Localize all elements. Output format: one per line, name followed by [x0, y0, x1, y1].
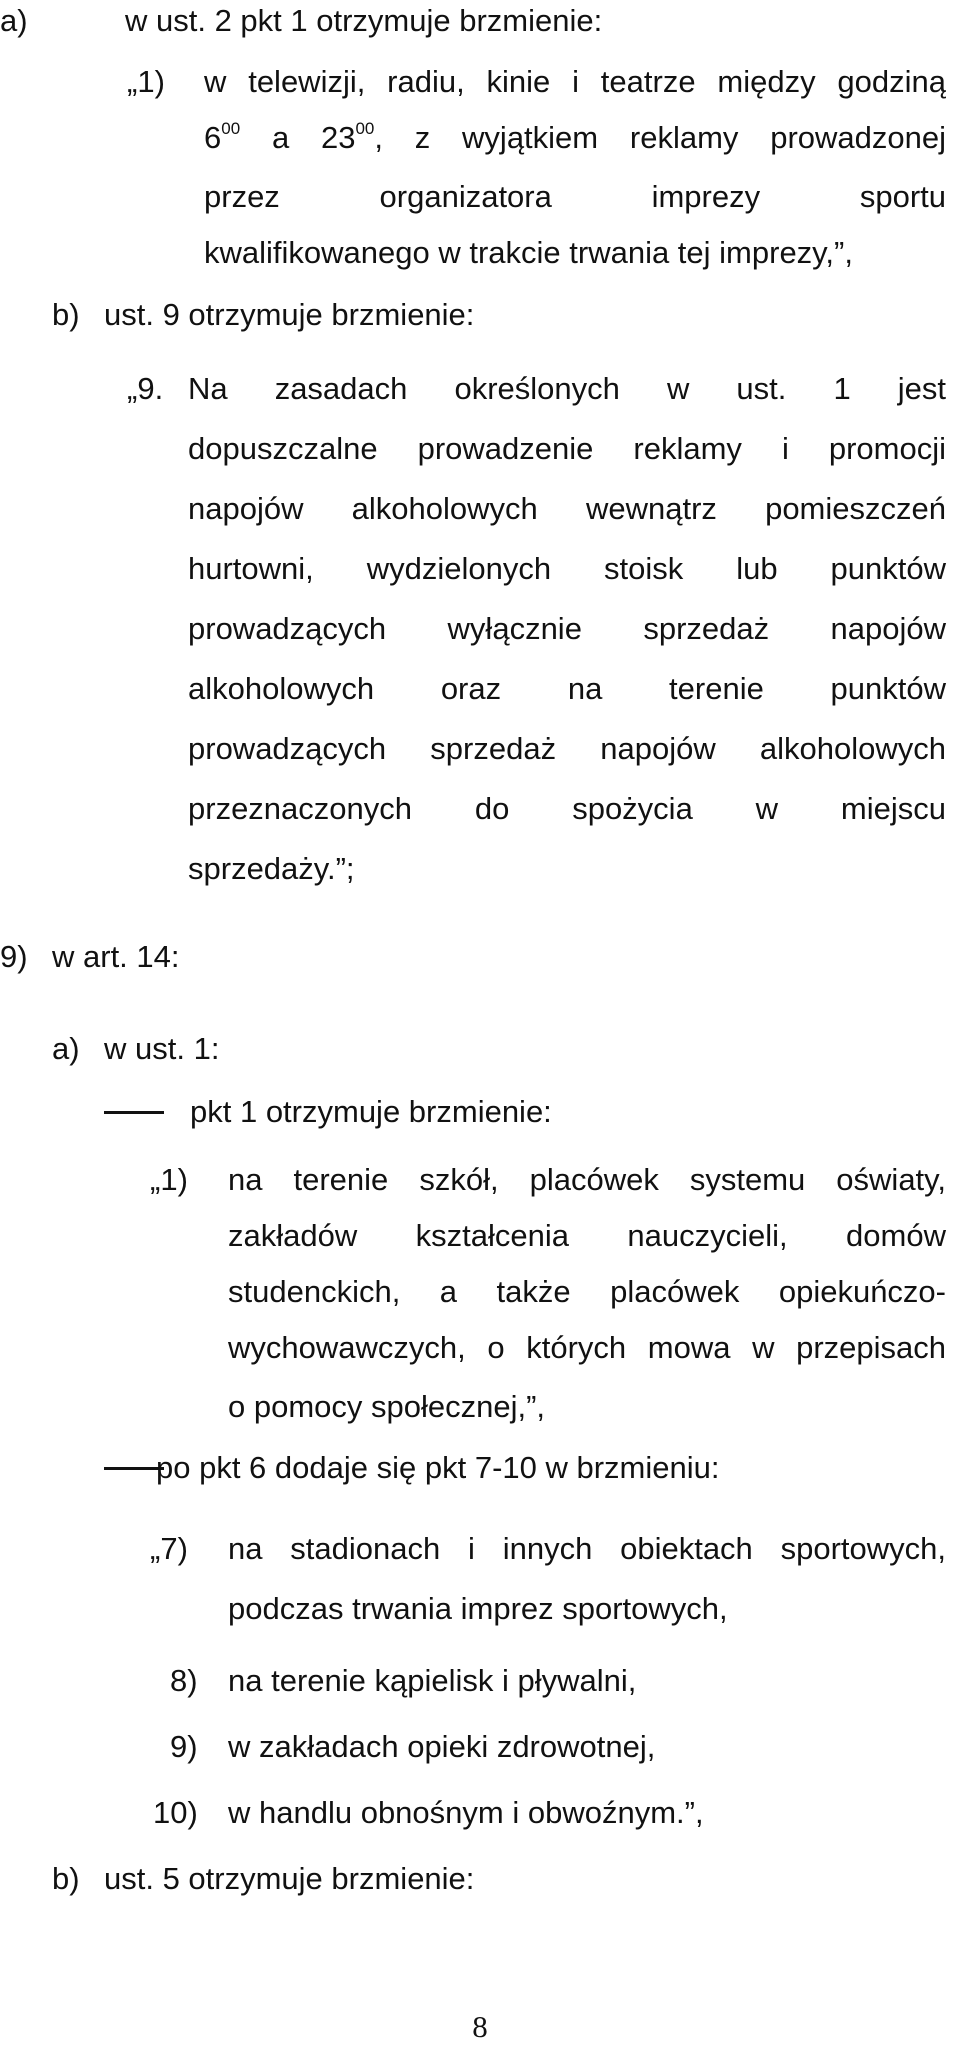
tiret-1-point-line-5: o pomocy społecznej,”,	[228, 1389, 546, 1424]
hour-end: a 23	[240, 120, 356, 155]
tiret-dash-1	[104, 1111, 164, 1114]
page-number: 8	[472, 2009, 488, 2044]
amend-b-para-line-7: prowadzących sprzedaż napojów alkoholowych	[188, 731, 946, 766]
amend-b-para-line-8: przeznaczonych do spożycia w miejscu	[188, 791, 946, 826]
item-9-text: w art. 14:	[52, 939, 180, 974]
item-9a-text: w ust. 1:	[104, 1031, 220, 1066]
hour-start-minutes: 00	[221, 119, 241, 138]
new-point-7-line-1: na stadionach i innych obiektach sportowych,	[228, 1531, 946, 1566]
new-point-7-line-2: podczas trwania imprez sportowych,	[228, 1591, 728, 1626]
new-point-10-text: w handlu obnośnym i obwoźnym.”,	[228, 1795, 704, 1830]
exception-text: , z wyjątkiem reklamy prowadzonej	[374, 120, 946, 155]
amend-a-intro: w ust. 2 pkt 1 otrzymuje brzmienie:	[125, 3, 603, 38]
item-9b-marker: b)	[52, 1861, 80, 1896]
new-point-7-marker: „7)	[150, 1531, 188, 1566]
amend-b-para-line-9: sprzedaży.”;	[188, 851, 355, 886]
new-point-10-marker: 10)	[153, 1795, 198, 1830]
amend-a-point-line-4: kwalifikowanego w trakcie trwania tej imprezy,”,	[204, 235, 853, 270]
amend-b-intro: ust. 9 otrzymuje brzmienie:	[104, 297, 475, 332]
tiret-1-point-line-3: studenckich, a także placówek opiekuńczo-	[228, 1274, 946, 1309]
tiret-1-point-line-1: na terenie szkół, placówek systemu oświaty,	[228, 1162, 946, 1197]
tiret-1-point-line-2: zakładów kształcenia nauczycieli, domów	[228, 1218, 946, 1253]
amend-b-para-marker: „9.	[127, 371, 164, 406]
hour-end-minutes: 00	[355, 119, 375, 138]
hour-start: 6	[204, 120, 222, 155]
new-point-8-text: na terenie kąpielisk i pływalni,	[228, 1663, 637, 1698]
new-point-8-marker: 8)	[170, 1663, 198, 1698]
amend-b-marker: b)	[52, 297, 80, 332]
amend-b-para-line-4: hurtowni, wydzielonych stoisk lub punktów	[188, 551, 946, 586]
amend-a-point-line-2	[204, 119, 946, 157]
item-9a-marker: a)	[52, 1031, 80, 1066]
item-9-marker: 9)	[0, 939, 28, 974]
amend-b-para-line-5: prowadzących wyłącznie sprzedaż napojów	[188, 611, 946, 646]
tiret-1-text: pkt 1 otrzymuje brzmienie:	[190, 1094, 552, 1129]
tiret-1-point-line-4: wychowawczych, o których mowa w przepisach	[228, 1330, 946, 1365]
amend-a-marker: a)	[0, 3, 28, 38]
amend-a-point-marker: „1)	[127, 64, 165, 99]
item-9b-text: ust. 5 otrzymuje brzmienie:	[104, 1861, 475, 1896]
amend-b-para-line-3: napojów alkoholowych wewnątrz pomieszczeń	[188, 491, 946, 526]
amend-b-para-line-2: dopuszczalne prowadzenie reklamy i promocji	[188, 431, 946, 466]
tiret-2-text: po pkt 6 dodaje się pkt 7-10 w brzmieniu:	[156, 1450, 720, 1485]
amend-b-para-line-6: alkoholowych oraz na terenie punktów	[188, 671, 946, 706]
tiret-dash-2	[104, 1467, 164, 1470]
tiret-1-point-marker: „1)	[150, 1162, 188, 1197]
new-point-9-marker: 9)	[170, 1729, 198, 1764]
new-point-9-text: w zakładach opieki zdrowotnej,	[228, 1729, 656, 1764]
amend-a-point-line-3: przez organizatora imprezy sportu	[204, 179, 946, 214]
amend-b-para-line-1: Na zasadach określonych w ust. 1 jest	[188, 371, 946, 406]
amend-a-point-line-1: w telewizji, radiu, kinie i teatrze między godziną	[204, 64, 946, 99]
